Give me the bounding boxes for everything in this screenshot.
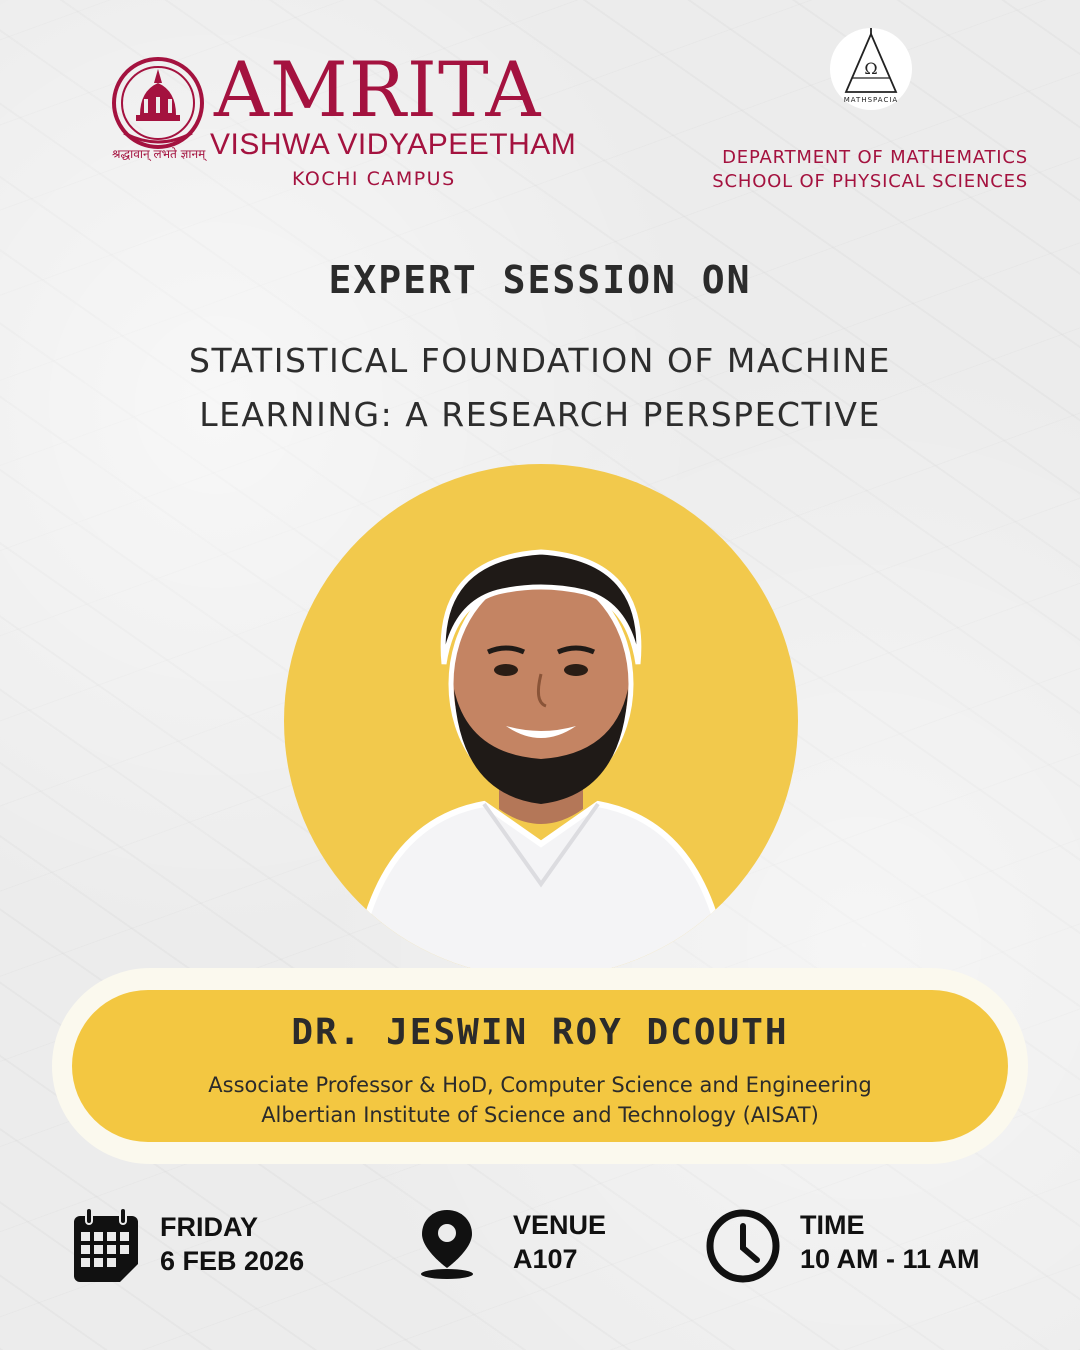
venue-info	[513, 1208, 606, 1276]
venue-room: A107	[513, 1244, 578, 1274]
location-pin-icon	[418, 1208, 476, 1280]
topic-line-2: LEARNING: A RESEARCH PERSPECTIVE	[199, 395, 881, 434]
event-date: 6 FEB 2026	[160, 1246, 305, 1276]
session-heading: EXPERT SESSION ON	[328, 258, 752, 302]
time-label: TIME	[800, 1210, 865, 1240]
topic-line-1: STATISTICAL FOUNDATION OF MACHINE	[189, 341, 891, 380]
amrita-seal-logo	[110, 55, 208, 155]
event-day: FRIDAY	[160, 1212, 259, 1242]
institution-name: AMRITA	[214, 45, 542, 134]
mathspacia-label: MATHSPACIA	[843, 96, 899, 104]
event-time: 10 AM - 11 AM	[800, 1244, 980, 1274]
speaker-photo	[284, 464, 798, 978]
institution-subtitle: VISHWA VIDYAPEETHAM	[210, 128, 577, 161]
department-block	[660, 146, 1028, 194]
calendar-icon	[72, 1208, 140, 1284]
campus-name: KOCHI CAMPUS	[292, 168, 456, 190]
time-info	[800, 1208, 980, 1276]
date-info	[160, 1210, 304, 1278]
speaker-affiliation: Albertian Institute of Science and Technology (AISAT)	[261, 1103, 819, 1127]
mathspacia-logo	[830, 28, 912, 110]
school-name: SCHOOL OF PHYSICAL SCIENCES	[712, 171, 1028, 192]
omega-symbol: Ω	[864, 59, 878, 78]
venue-label: VENUE	[513, 1210, 607, 1240]
speaker-role: Associate Professor & HoD, Computer Science and Engineering	[208, 1073, 872, 1097]
clock-icon	[705, 1208, 781, 1284]
department-name: DEPARTMENT OF MATHEMATICS	[722, 147, 1028, 168]
speaker-details	[72, 1070, 1008, 1130]
session-topic	[80, 334, 1000, 442]
institution-motto: श्रद्धावान् लभते ज्ञानम्	[112, 147, 206, 161]
speaker-name: DR. JESWIN ROY DCOUTH	[291, 1012, 789, 1053]
